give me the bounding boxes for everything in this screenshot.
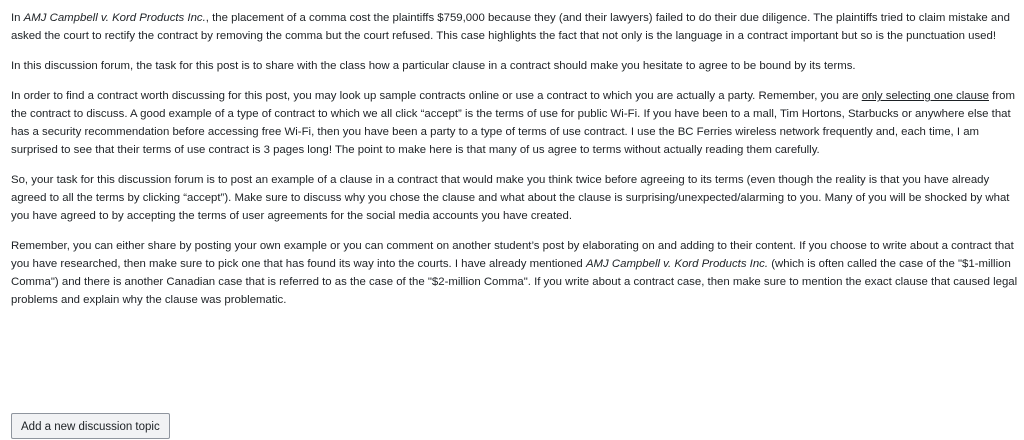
intro-text: , the placement of a comma cost the plaintiffs $759,000 because they (and their lawyers) failed to do their due diligence. The plaintiffs tried to claim mistake and asked the court to rectify the contract by removing the comma but the court refused. This case highlights the fact that not only is the language in a contract important but so is the punctuation used! xyxy=(11,12,1010,42)
instructions-underlined: only selecting one clause xyxy=(861,90,989,102)
task-paragraph xyxy=(11,57,1021,75)
intro-case-name: AMJ Campbell v. Kord Products Inc. xyxy=(23,12,206,24)
reminder-paragraph xyxy=(11,237,1021,309)
your-task-paragraph xyxy=(11,171,1021,225)
reminder-part1: Remember, you can either share by posting your own example or you can comment on another student’s post by elaborating on and adding to their content. If you choose to write about a contract that you have researched, then make sure to pick one that has found its way into the courts. I have already mentioned xyxy=(11,240,1014,270)
instructions-paragraph xyxy=(11,87,1021,159)
add-discussion-topic-button[interactable]: Add a new discussion topic xyxy=(11,413,170,439)
task-text: In this discussion forum, the task for this post is to share with the class how a particular clause in a contract should make you hesitate to agree to be bound by its terms. xyxy=(11,60,856,72)
reminder-part2: (which is often called the case of the "$1-million Comma") and there is another Canadian case that is referred to as the case of the "$2-million Comma". If you write about a contract case, then make sure to mention the exact clause that caused legal problems and explain why the clause was problematic. xyxy=(11,258,1018,306)
forum-intro-content xyxy=(11,9,1021,321)
instructions-part1: In order to find a contract worth discussing for this post, you may look up sample contracts online or use a contract to which you are actually a party. Remember, you are xyxy=(11,90,862,102)
reminder-case-name: AMJ Campbell v. Kord Products Inc. xyxy=(585,258,769,270)
your-task-text: So, your task for this discussion forum is to post an example of a clause in a contract that would make you think twice before agreeing to its terms (even though the reality is that you have already agreed to all the terms by clicking “accept”). Make sure to discuss why you chose the clause and what about the clause is surprising/unexpected/alarming to you. Many of you will be shocked by what you have agreed to by accepting the terms of user agreements for the social media accounts you have created. xyxy=(11,174,1010,222)
intro-prefix: In xyxy=(11,12,24,24)
instructions-part2: from the contract to discuss. A good example of a type of contract to which we all click “accept” is the terms of use for public Wi-Fi. If you have been to a mall, Tim Hortons, Starbucks or anywhere else that has a security recommendation before accessing free Wi-Fi, then you have been a party to a type of terms of use contract. I use the BC Ferries wireless network frequently and, each time, I am surprised to see that their terms of use contract is 3 pages long! The point to make here is that many of us agree to terms without actually reading them carefully. xyxy=(11,90,1015,156)
intro-paragraph xyxy=(11,9,1021,45)
